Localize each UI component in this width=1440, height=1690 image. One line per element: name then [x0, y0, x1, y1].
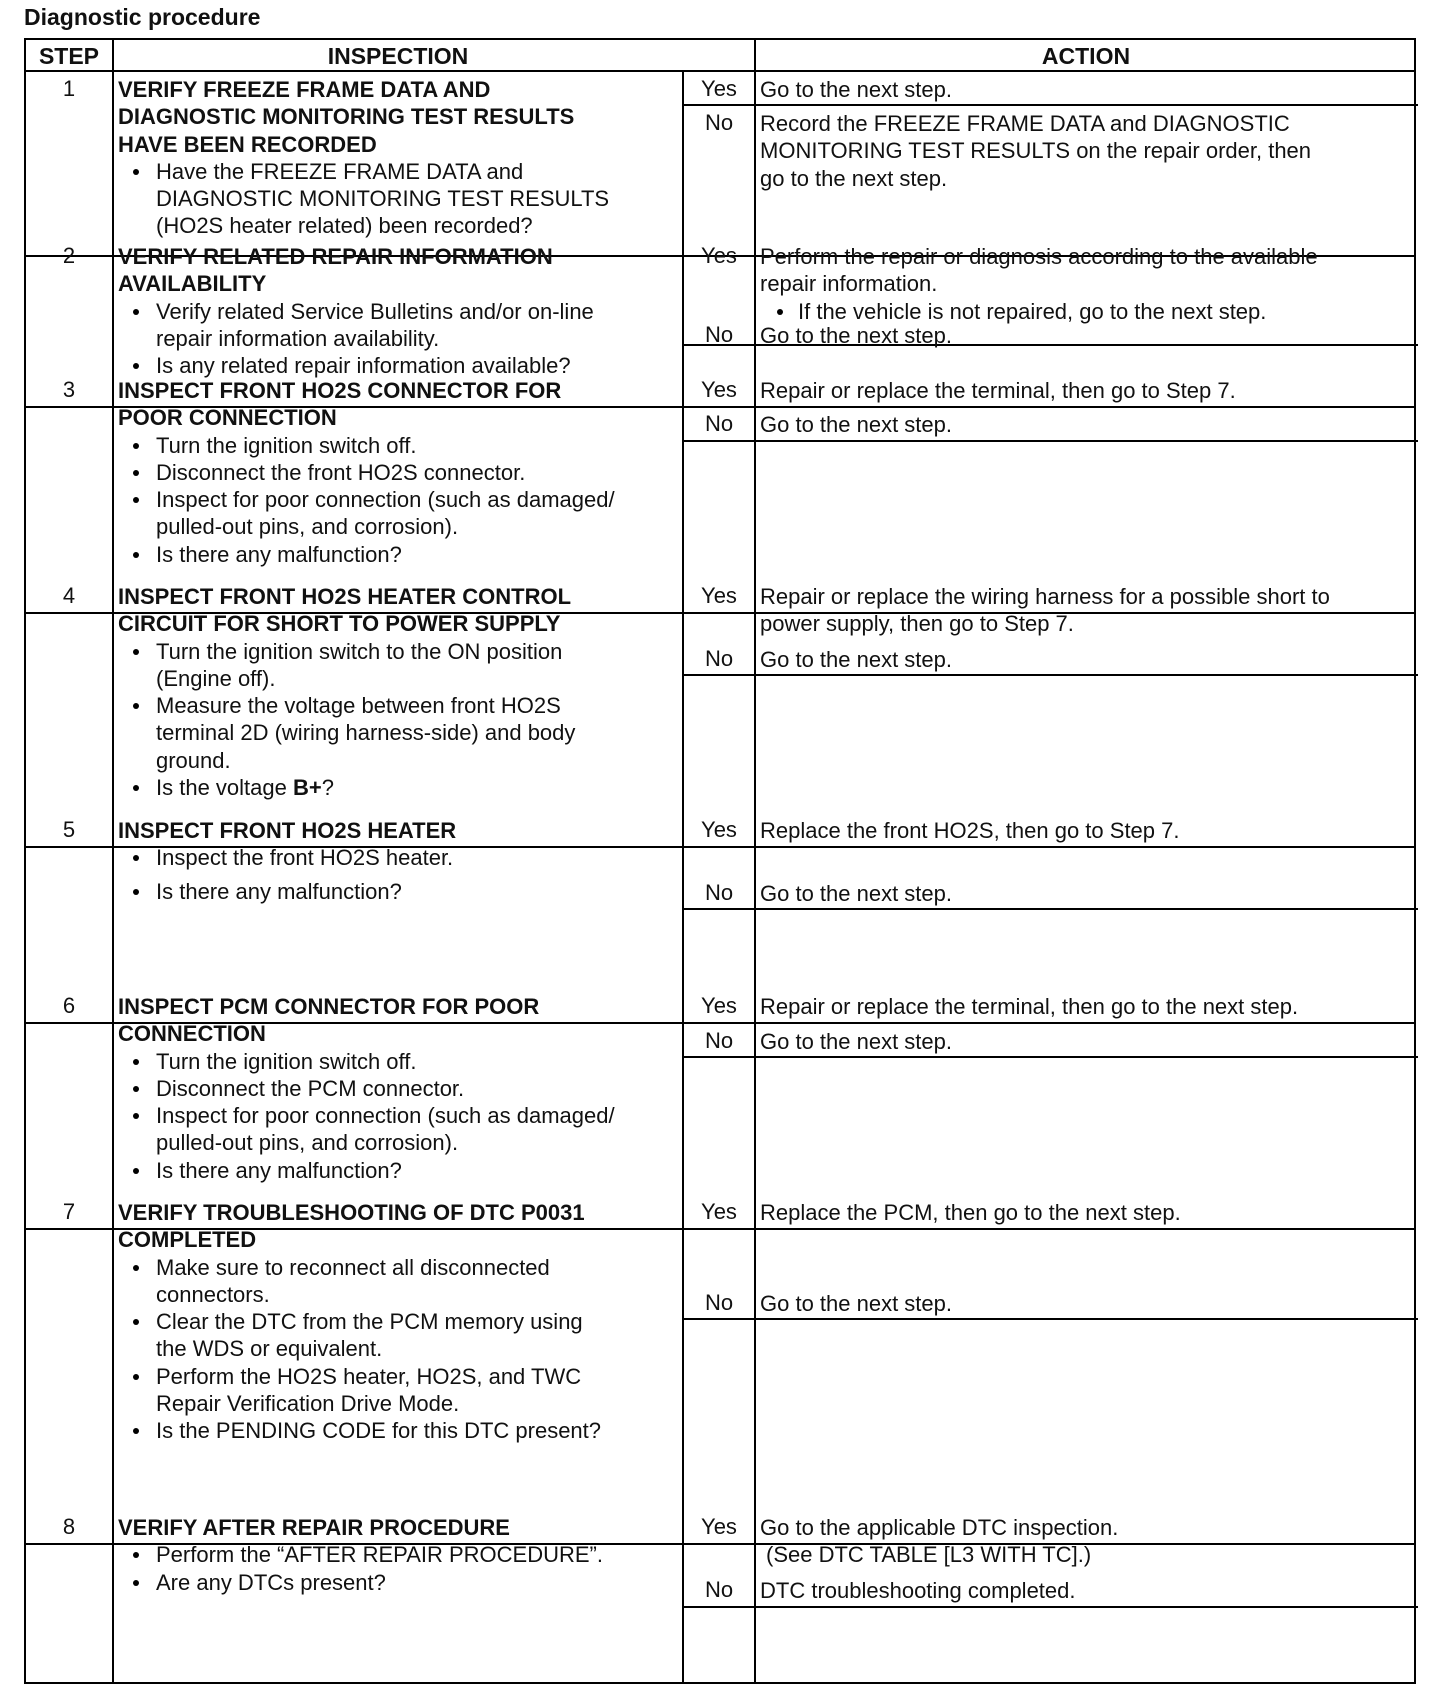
step-1-number: 1 — [62, 76, 76, 101]
step-7-yes-label: Yes — [701, 1199, 737, 1224]
step-2-number: 2 — [62, 243, 76, 268]
yes-no-divider-6 — [682, 1056, 1418, 1058]
header-inspection: INSPECTION — [327, 43, 469, 69]
step-3-bullet: Turn the ignition switch off. — [118, 432, 708, 459]
step-5-yes-label: Yes — [701, 817, 737, 842]
step-8-number: 8 — [62, 1514, 76, 1539]
step-4-title: INSPECT FRONT HO2S HEATER CONTROL CIRCUIT FOR SHORT TO POWER SUPPLY — [118, 584, 572, 637]
step-4-yes-action: Repair or replace the wiring harness for a possible short to power supply, then go to Step 7. — [760, 584, 1330, 637]
step-3-yes-action: Repair or replace the terminal, then go to Step 7. — [760, 378, 1236, 403]
step-3-yes-label: Yes — [701, 377, 737, 402]
step-2-yes-label: Yes — [701, 243, 737, 268]
step-8-yes-action: Go to the applicable DTC inspection. (See DTC TABLE [L3 WITH TC].) — [760, 1514, 1410, 1569]
header-step: STEP — [38, 43, 100, 69]
step-7-number: 7 — [62, 1199, 76, 1224]
step-7-no-action: Go to the next step. — [760, 1291, 953, 1316]
yes-no-divider-8 — [682, 1606, 1418, 1608]
step-5-yes-action: Replace the front HO2S, then go to Step 7. — [760, 818, 1180, 843]
step-7-bullet: Is the PENDING CODE for this DTC present? — [118, 1417, 708, 1444]
step-8-inspection — [118, 1514, 708, 1596]
step-6-bullet: Is there any malfunction? — [118, 1157, 708, 1184]
step-6-yes-action: Repair or replace the terminal, then go to the next step. — [760, 994, 1299, 1019]
step-1-no-label: No — [704, 110, 734, 135]
yes-no-divider-5 — [682, 908, 1418, 910]
step-6-bullet: Turn the ignition switch off. — [118, 1048, 708, 1075]
step-5-no-action: Go to the next step. — [760, 881, 953, 906]
step-3-no-label: No — [704, 411, 734, 436]
step-8-no-action: DTC troubleshooting completed. — [760, 1578, 1076, 1603]
column-divider-action — [754, 40, 756, 1682]
yes-no-divider-4 — [682, 674, 1418, 676]
step-4-bullet: Is the voltage B+? — [118, 774, 708, 801]
step-6-inspection — [118, 993, 708, 1184]
step-5-inspection — [118, 817, 708, 905]
step-6-no-label: No — [704, 1028, 734, 1053]
step-6-yes-label: Yes — [701, 993, 737, 1018]
step-8-yes-note: (See DTC TABLE [L3 WITH TC].) — [766, 1542, 1092, 1568]
header-action: ACTION — [1041, 43, 1131, 69]
step-1-title: VERIFY FREEZE FRAME DATA AND DIAGNOSTIC MONITORING TEST RESULTS HAVE BEEN RECORDED — [118, 77, 575, 157]
step-4-no-label: No — [704, 646, 734, 671]
step-2-bullet: Is any related repair information available? — [118, 352, 708, 379]
step-1-yes-action: Go to the next step. — [760, 77, 953, 102]
step-6-title: INSPECT PCM CONNECTOR FOR POOR CONNECTION — [118, 994, 540, 1047]
column-divider-step — [112, 40, 114, 1682]
page-title: Diagnostic procedure — [24, 4, 261, 30]
step-6-bullet: Inspect for poor connection (such as damaged/ pulled-out pins, and corrosion). — [118, 1102, 708, 1157]
step-7-bullet: Clear the DTC from the PCM memory using the WDS or equivalent. — [118, 1308, 708, 1363]
step-4-inspection — [118, 583, 708, 801]
diagnostic-procedure-table — [24, 38, 1416, 1684]
step-4-bullet: Measure the voltage between front HO2S terminal 2D (wiring harness-side) and body ground. — [118, 692, 708, 774]
step-7-inspection — [118, 1199, 708, 1445]
step-5-no-label: No — [704, 880, 734, 905]
step-8-bullet: Perform the “AFTER REPAIR PROCEDURE”. — [118, 1541, 708, 1568]
step-3-bullet: Disconnect the front HO2S connector. — [118, 459, 708, 486]
step-7-bullet: Make sure to reconnect all disconnected connectors. — [118, 1254, 708, 1309]
step-7-yes-action: Replace the PCM, then go to the next step. — [760, 1200, 1181, 1225]
step-3-bullet: Inspect for poor connection (such as damaged/ pulled-out pins, and corrosion). — [118, 486, 708, 541]
step-8-title: VERIFY AFTER REPAIR PROCEDURE — [118, 1515, 510, 1540]
step-7-no-label: No — [704, 1290, 734, 1315]
step-6-no-action: Go to the next step. — [760, 1029, 953, 1054]
step-1-bullet: Have the FREEZE FRAME DATA and DIAGNOSTIC MONITORING TEST RESULTS (HO2S heater related) been recorded? — [118, 158, 708, 240]
step-3-title: INSPECT FRONT HO2S CONNECTOR FOR POOR CONNECTION — [118, 378, 562, 431]
step-6-number: 6 — [62, 993, 76, 1018]
step-8-bullet: Are any DTCs present? — [118, 1569, 708, 1596]
step-4-no-action: Go to the next step. — [760, 647, 953, 672]
step-4-yes-label: Yes — [701, 583, 737, 608]
step-7-title: VERIFY TROUBLESHOOTING OF DTC P0031 COMPLETED — [118, 1200, 585, 1253]
step-5-bullet: Is there any malfunction? — [118, 878, 708, 905]
yes-no-divider-3 — [682, 440, 1418, 442]
yes-no-divider-7 — [682, 1318, 1418, 1320]
step-4-bullet: Turn the ignition switch to the ON position (Engine off). — [118, 638, 708, 693]
step-1-yes-label: Yes — [701, 76, 737, 101]
step-2-inspection — [118, 243, 708, 379]
step-1-no-action: Record the FREEZE FRAME DATA and DIAGNOSTIC MONITORING TEST RESULTS on the repair order, then go to the next step. — [760, 111, 1312, 191]
step-8-yes-label: Yes — [701, 1514, 737, 1539]
step-3-inspection — [118, 377, 708, 568]
step-2-no-label: No — [704, 322, 734, 347]
step-1-inspection — [118, 76, 708, 240]
step-4-number: 4 — [62, 583, 76, 608]
step-2-title: VERIFY RELATED REPAIR INFORMATION AVAILABILITY — [118, 244, 553, 297]
step-8-no-label: No — [704, 1577, 734, 1602]
step-2-bullet: Verify related Service Bulletins and/or on-line repair information availability. — [118, 298, 708, 353]
step-5-title: INSPECT FRONT HO2S HEATER — [118, 818, 457, 843]
step-3-no-action: Go to the next step. — [760, 412, 953, 437]
step-2-yes-sub-bullet: If the vehicle is not repaired, go to the next step. — [760, 298, 1410, 325]
step-7-bullet: Perform the HO2S heater, HO2S, and TWC Repair Verification Drive Mode. — [118, 1363, 708, 1418]
yes-no-divider-1 — [682, 104, 1418, 106]
step-3-bullet: Is there any malfunction? — [118, 541, 708, 568]
step-3-number: 3 — [62, 377, 76, 402]
step-5-number: 5 — [62, 817, 76, 842]
step-2-yes-action: Perform the repair or diagnosis according to the available repair information. If the vehicle is not repaired, go to the next step. — [760, 243, 1410, 325]
step-6-bullet: Disconnect the PCM connector. — [118, 1075, 708, 1102]
step-5-bullet: Inspect the front HO2S heater. — [118, 844, 708, 871]
step-2-no-action: Go to the next step. — [760, 323, 953, 348]
